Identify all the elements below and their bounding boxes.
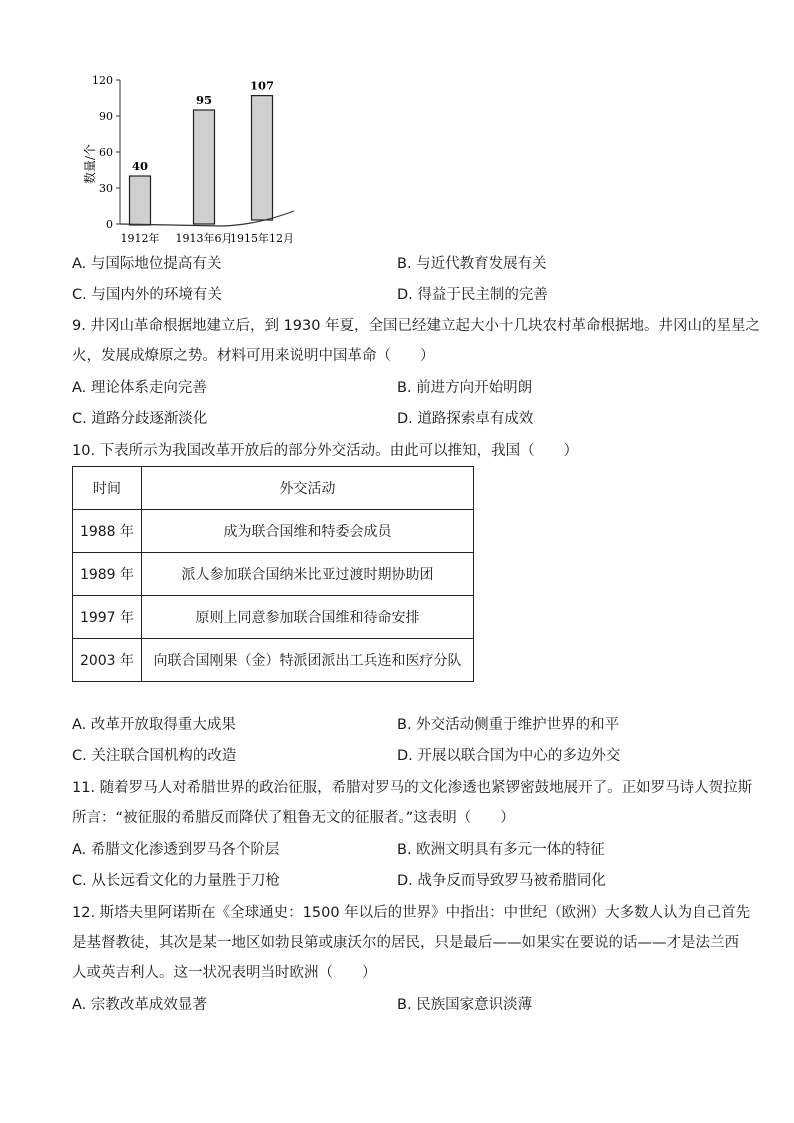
table-header-activity: 外交活动 (142, 467, 474, 510)
q10-stem-line1: 10. 下表所示为我国改革开放后的部分外交活动。由此可以推知，我国（ ） (72, 443, 579, 459)
q12-stem-line1: 12. 斯塔夫里阿诺斯在《全球通史：1500 年以后的世界》中指出：中世纪（欧洲）大多数人认为自己首先 (72, 905, 751, 921)
table-row (73, 596, 474, 639)
q11-option-c: C. 从长远看文化的力量胜于刀枪 (72, 873, 280, 889)
q9-option-d: D. 道路探索卓有成效 (397, 411, 534, 427)
y-tick-label: 120 (92, 74, 113, 87)
table-header-row (73, 467, 474, 510)
q12-option-b: B. 民族国家意识淡薄 (397, 997, 533, 1013)
bar-value-label: 40 (131, 159, 149, 173)
bar-value-label: 107 (249, 78, 275, 93)
x-tick-label: 1915年12月 (230, 232, 294, 245)
q11-option-b: B. 欧洲文明具有多元一体的特征 (397, 842, 605, 858)
bar-chart-svg (72, 60, 312, 250)
q11-option-a: A. 希腊文化渗透到罗马各个阶层 (72, 842, 280, 858)
bar (194, 110, 215, 224)
bar (252, 96, 273, 220)
table-cell-activity: 成为联合国维和特委会成员 (142, 510, 474, 553)
table-header-time: 时间 (73, 467, 142, 510)
y-tick-label: 0 (106, 218, 113, 231)
table-row (73, 639, 474, 682)
table-cell-year: 1989 年 (73, 553, 142, 596)
diplomacy-table (72, 466, 474, 682)
bars (130, 79, 275, 225)
q8-option-a: A. 与国际地位提高有关 (72, 256, 222, 272)
q9-option-c: C. 道路分歧逐渐淡化 (72, 411, 208, 427)
table-cell-year: 1997 年 (73, 596, 142, 639)
y-axis-label: 数量/个 (83, 143, 97, 185)
x-ticks (121, 231, 295, 245)
x-tick-label: 1912年 (120, 232, 160, 245)
bar-chart (72, 60, 312, 250)
y-tick-label: 60 (99, 146, 113, 159)
q8-option-d: D. 得益于民主制的完善 (397, 287, 548, 303)
y-tick-label: 30 (99, 182, 113, 195)
table-cell-activity: 派人参加联合国纳米比亚过渡时期协助团 (142, 553, 474, 596)
bar-value-label: 95 (195, 93, 213, 107)
table-cell-year: 1988 年 (73, 510, 142, 553)
table-cell-activity: 向联合国刚果（金）特派团派出工兵连和医疗分队 (142, 639, 474, 682)
q9-stem-line2: 火，发展成燎原之势。材料可用来说明中国革命（ ） (72, 348, 435, 364)
q10-option-d: D. 开展以联合国为中心的多边外交 (397, 748, 621, 764)
q11-stem-line1: 11. 随着罗马人对希腊世界的政治征服，希腊对罗马的文化渗透也紧锣密鼓地展开了。正如罗马诗人贺拉斯 (72, 780, 753, 796)
x-tick-label: 1913年6月 (175, 232, 233, 245)
q10-option-c: C. 关注联合国机构的改造 (72, 748, 237, 764)
q11-stem-line2: 所言：“被征服的希腊反而降伏了粗鲁无文的征服者。”这表明（ ） (72, 810, 515, 826)
q10-option-b: B. 外交活动侧重于维护世界的和平 (397, 717, 620, 733)
table-cell-activity: 原则上同意参加联合国维和待命安排 (142, 596, 474, 639)
table-row (73, 510, 474, 553)
q8-option-c: C. 与国内外的环境有关 (72, 287, 222, 303)
q12-stem-line3: 人或英吉利人。这一状况表明当时欧洲（ ） (72, 965, 377, 981)
table-row (73, 553, 474, 596)
y-tick-label: 90 (99, 110, 113, 123)
q12-stem-line2: 是基督教徒，其次是某一地区如勃艮第或康沃尔的居民，只是最后——如果实在要说的话——才是法兰西 (72, 935, 739, 951)
q9-stem-line1: 9. 井冈山革命根据地建立后，到 1930 年夏，全国已经建立起大小十几块农村革命根据地。井冈山的星星之 (72, 318, 761, 334)
table-cell-year: 2003 年 (73, 639, 142, 682)
q10-option-a: A. 改革开放取得重大成果 (72, 717, 236, 733)
q8-option-b: B. 与近代教育发展有关 (397, 256, 547, 272)
q11-option-d: D. 战争反而导致罗马被希腊同化 (397, 873, 606, 889)
q12-option-a: A. 宗教改革成效显著 (72, 997, 207, 1013)
bar (130, 176, 151, 225)
q9-option-a: A. 理论体系走向完善 (72, 380, 207, 396)
q9-option-b: B. 前进方向开始明朗 (397, 380, 533, 396)
